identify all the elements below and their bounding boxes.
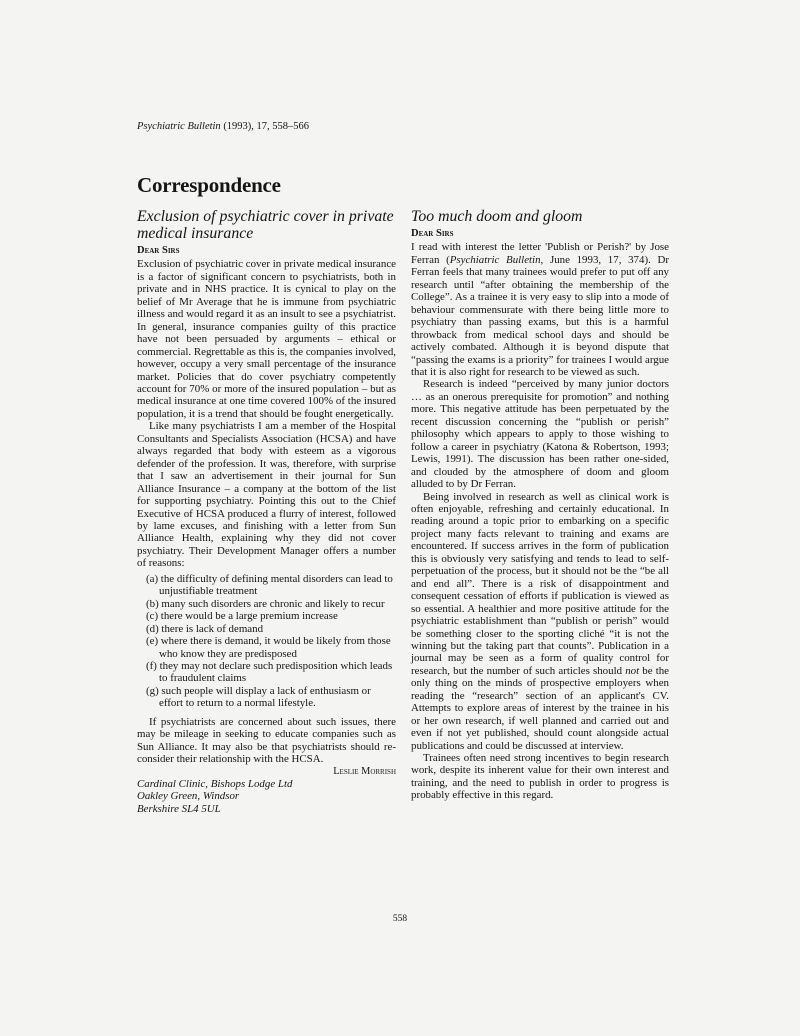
list-item: (c) there would be a large premium increase xyxy=(146,610,338,623)
emphasis: not xyxy=(625,664,640,677)
salutation-right: Dear Sirs xyxy=(411,228,454,239)
list-item: (b) many such disorders are chronic and likely to recur xyxy=(146,597,385,610)
section-title: Correspondence xyxy=(137,173,281,197)
citation-journal: Psychiatric Bulletin xyxy=(449,253,541,266)
list-item: (g) such people will display a lack of enthusiasm or effort to return to a normal lifestyle. xyxy=(146,684,371,710)
paragraph: Trainees often need strong incentives to begin research work, despite its inherent value for their own interest and training, and the need to publish in order to progress is probably effective in this regard. xyxy=(411,752,669,802)
address-line: Oakley Green, Windsor xyxy=(137,790,240,803)
list-item: (d) there is lack of demand xyxy=(146,622,264,635)
paragraph: Exclusion of psychiatric cover in private medical insurance is a factor of significant concern to psychiatrists, both in private and in NHS practice. It is cynical to play on the belief of Mr Average that he is immune from psychiatric illness and would regard it as an insult to see a psychiatrist. In general, insurance companies guilty of this practice have not been persuaded by arguments – ethical or commercial. Regrettable as this is, the companies involved, however, occupy a very small percentage of the insurance market. Policies that do cover psychiatry competently account for 70% or more of the insured population – but as medical insurance at one time covered 100% of the insured population, it is a trend that should be fought energetically. xyxy=(137,258,396,420)
article-title-right: Too much doom and gloom xyxy=(411,208,583,225)
paragraph xyxy=(411,491,669,753)
paragraph: If psychiatrists are concerned about such issues, there may be mileage in seeking to educate companies such as Sun Alliance. It may also be that psychiatrists should re-consider their relationship with the HCSA. xyxy=(137,715,396,766)
journal-name: Psychiatric Bulletin xyxy=(137,121,221,132)
list-item: (e) where there is demand, it would be likely from those who know they are predisposed xyxy=(146,635,391,660)
reasons-list xyxy=(137,573,396,710)
list-item: (f) they may not declare such predisposition which leads to fraudulent claims xyxy=(146,659,393,685)
text-run: Being involved in research as well as clinical work is often enjoyable, refreshing and certainly educational. In reading around a topic prior to embarking on a specific project many facts relevant to training and exams are encountered. If success arrives in the form of publication this is obviously very satisfying and tends to lead to self-perpetuation of the process, but it should not be the “be all and end all”. There is a risk of disappointment and consequent cessation of efforts if publication is viewed as so essential. A healthier and more positive attitude for the psychiatric establishment than “publish or perish” would be something closer to the sporting cliché “it is not the winning but the taking part that counts”. Publication in a journal may be seen as a form of quality control for research, but the number of such articles should xyxy=(411,490,669,677)
article-title-left: Exclusion of psychiatric cover in private medical insurance xyxy=(137,208,394,242)
paragraph: Like many psychiatrists I am a member of the Hospital Consultants and Specialists Association (HCSA) and have always regarded that body with esteem as a vigorous defender of the profession. It was, therefore, with surprise that I saw an advertisement in their journal for Sun Alliance Insurance – a company at the bottom of the list for supporting psychiatry. Pointing this out to the Chief Executive of HCSA produced a flurry of interest, followed by lame excuses, and finishing with a letter from Sun Alliance Health, explaining why they did not cover psychiatry. Their Development Manager offers a number of reasons: xyxy=(137,420,396,570)
page-number: 558 xyxy=(392,914,408,924)
paragraph xyxy=(411,241,669,378)
address-line: Cardinal Clinic, Bishops Lodge Ltd xyxy=(137,778,293,791)
list-item: (a) the difficulty of defining mental disorders can lead to unjustifiable treatment xyxy=(146,572,393,598)
right-column xyxy=(411,208,669,802)
paragraph: Research is indeed “perceived by many junior doctors … as an onerous prerequisite for promotion” and nothing more. This negative attitude has been perpetuated by the recent discussion concerning the “publish or perish” philosophy which appears to apply to those wishing to follow a career in psychiatry (Katona & Robertson, 1993; Lewis, 1991). The discussion has been rather one-sided, and clouded by the atmosphere of doom and gloom alluded to by Dr Ferran. xyxy=(411,378,669,491)
signature: Leslie Morrish xyxy=(333,765,396,777)
text-run: I read with interest the letter 'Publish or Perish?' by Jose Ferran ( xyxy=(411,241,669,266)
salutation-left: Dear Sirs xyxy=(137,245,180,256)
left-column xyxy=(137,208,396,815)
text-run: be the only thing on the minds of prospective employers when reading the “research” section of an applicant's CV. Attempts to explore areas of interest by the trainee in his or her own research, if well planned and carried out and even if not yet published, should count alongside actual publications and could be discussed at interview. xyxy=(411,664,670,752)
text-run: , June 1993, 17, 374). Dr Ferran feels that many trainees would prefer to put off any research until “after obtaining the membership of the College”. As a trainee it is very easy to slip into a mode of behaviour commensurate with there being little more to psychiatry than passing exams, but this is a harmful throwback from medical school days and should be actively combated. Although it is beyond dispute that “passing the exams is a priority” for trainees I would argue that it is also right for research to be viewed as such. xyxy=(411,253,669,378)
address-line: Berkshire SL4 5UL xyxy=(137,802,221,815)
journal-citation xyxy=(137,121,309,132)
journal-volume: (1993), 17, 558–566 xyxy=(223,121,310,132)
